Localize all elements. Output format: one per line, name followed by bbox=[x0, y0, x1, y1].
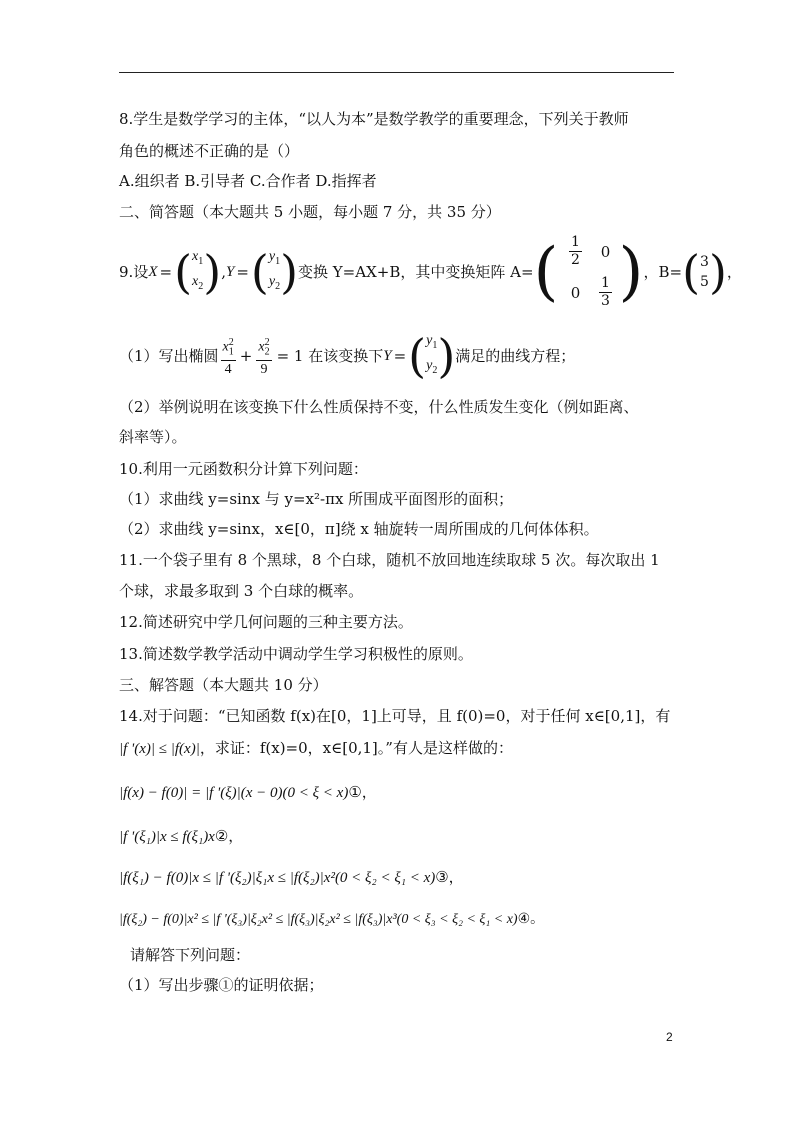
ellipse-term-1: $\frac{x_1^2}{4}$ bbox=[221, 334, 236, 378]
q8-line2: 角色的概述不正确的是（） bbox=[119, 142, 300, 160]
header-rule bbox=[119, 72, 674, 73]
q14-ask: 请解答下列问题： bbox=[130, 946, 251, 964]
y-vector: $y_1$ $y_2$ bbox=[268, 249, 281, 292]
q11-line1: 11.一个袋子里有 8 个黑球，8 个白球，随机不放回地连续取球 5 次。每次取出 1 bbox=[119, 551, 660, 569]
q11-line2: 个球，求最多取到 3 个白球的概率。 bbox=[119, 582, 364, 600]
vector-b: 3 5 bbox=[700, 254, 709, 290]
q9-part1: （1）写出椭圆 $\frac{x_1^2}{4}$ + $\frac{x_2^2}{9}$ = 1 在该变换下 Y = ( $y_1$ $y_2$ ) 满足的曲线方程； bbox=[119, 329, 576, 383]
q14-step4: |f(ξ₂) − f(0)|x² ≤ |f '(ξ₃)|ξ₂x² ≤ |f(ξ₃)|ξ₂x² ≤ |f(ξ₃)|x³(0 < ξ₃ < ξ₂ < ξ₁ < x)④。 bbox=[119, 911, 545, 927]
q10-part1: （1）求曲线 y=sinx 与 y=x²-πx 所围成平面图形的面积； bbox=[119, 490, 514, 508]
q14-line1: 14.对于问题：“已知函数 f(x)在[0，1]上可导，且 f(0)=0，对于任何 x∈[0,1]，有 bbox=[119, 707, 671, 725]
q14-part1: （1）写出步骤①的证明依据； bbox=[119, 976, 324, 994]
x-vector: $x_1$ $x_2$ bbox=[192, 249, 204, 292]
q9-part2-line1: （2）举例说明在该变换下什么性质保持不变，什么性质发生变化（例如距离、 bbox=[119, 398, 639, 416]
q13: 13.简述数学教学活动中调动学生学习积极性的原则。 bbox=[119, 645, 473, 663]
q14-line2: |f '(x)| ≤ |f(x)|，求证：f(x)=0，x∈[0,1]。”有人是这样做的： bbox=[119, 739, 513, 757]
q14-step3: |f(ξ₁) − f(0)|x ≤ |f '(ξ₂)|ξ₁x ≤ |f(ξ₂)|x²(0 < ξ₂ < ξ₁ < x)③， bbox=[119, 868, 464, 886]
q8-options: A.组织者 B.引导者 C.合作者 D.指挥者 bbox=[119, 172, 377, 190]
q8-line1: 8.学生是数学学习的主体，“以人为本”是数学教学的重要理念，下列关于教师 bbox=[119, 110, 629, 128]
section2-heading: 二、简答题（本大题共 5 小题，每小题 7 分，共 35 分） bbox=[119, 203, 501, 221]
q9-statement: 9.设 X = ( $x_1$ $x_2$ ) , Y = ( $y_1$ $y_2$ ) 变换 Y=AX+B，其中变换矩阵 A= ( $\frac{1}{2}$ 0 0 $\frac{1}{3}$ ) ，B= ( 3 5 ) ， bbox=[119, 234, 742, 309]
q12: 12.简述研究中学几何问题的三种主要方法。 bbox=[119, 613, 413, 631]
q9-part2-line2: 斜率等）。 bbox=[119, 428, 187, 446]
q10-part2: （2）求曲线 y=sinx，x∈[0，π]绕 x 轴旋转一周所围成的几何体体积。 bbox=[119, 520, 599, 538]
q14-step1: |f(x) − f(0)| = |f '(ξ)|(x − 0)(0 < ξ < x)①， bbox=[119, 783, 377, 801]
q14-step2: |f '(ξ₁)|x ≤ f(ξ₁)x②， bbox=[119, 827, 244, 845]
q10-heading: 10.利用一元函数积分计算下列问题： bbox=[119, 460, 368, 478]
q14-condition: |f '(x)| ≤ |f(x)| bbox=[119, 741, 200, 757]
page-number: 2 bbox=[666, 1030, 673, 1044]
section3-heading: 三、解答题（本大题共 10 分） bbox=[119, 676, 328, 694]
matrix-a: $\frac{1}{2}$ 0 0 $\frac{1}{3}$ bbox=[570, 234, 611, 309]
ellipse-term-2: $\frac{x_2^2}{9}$ bbox=[256, 334, 271, 378]
